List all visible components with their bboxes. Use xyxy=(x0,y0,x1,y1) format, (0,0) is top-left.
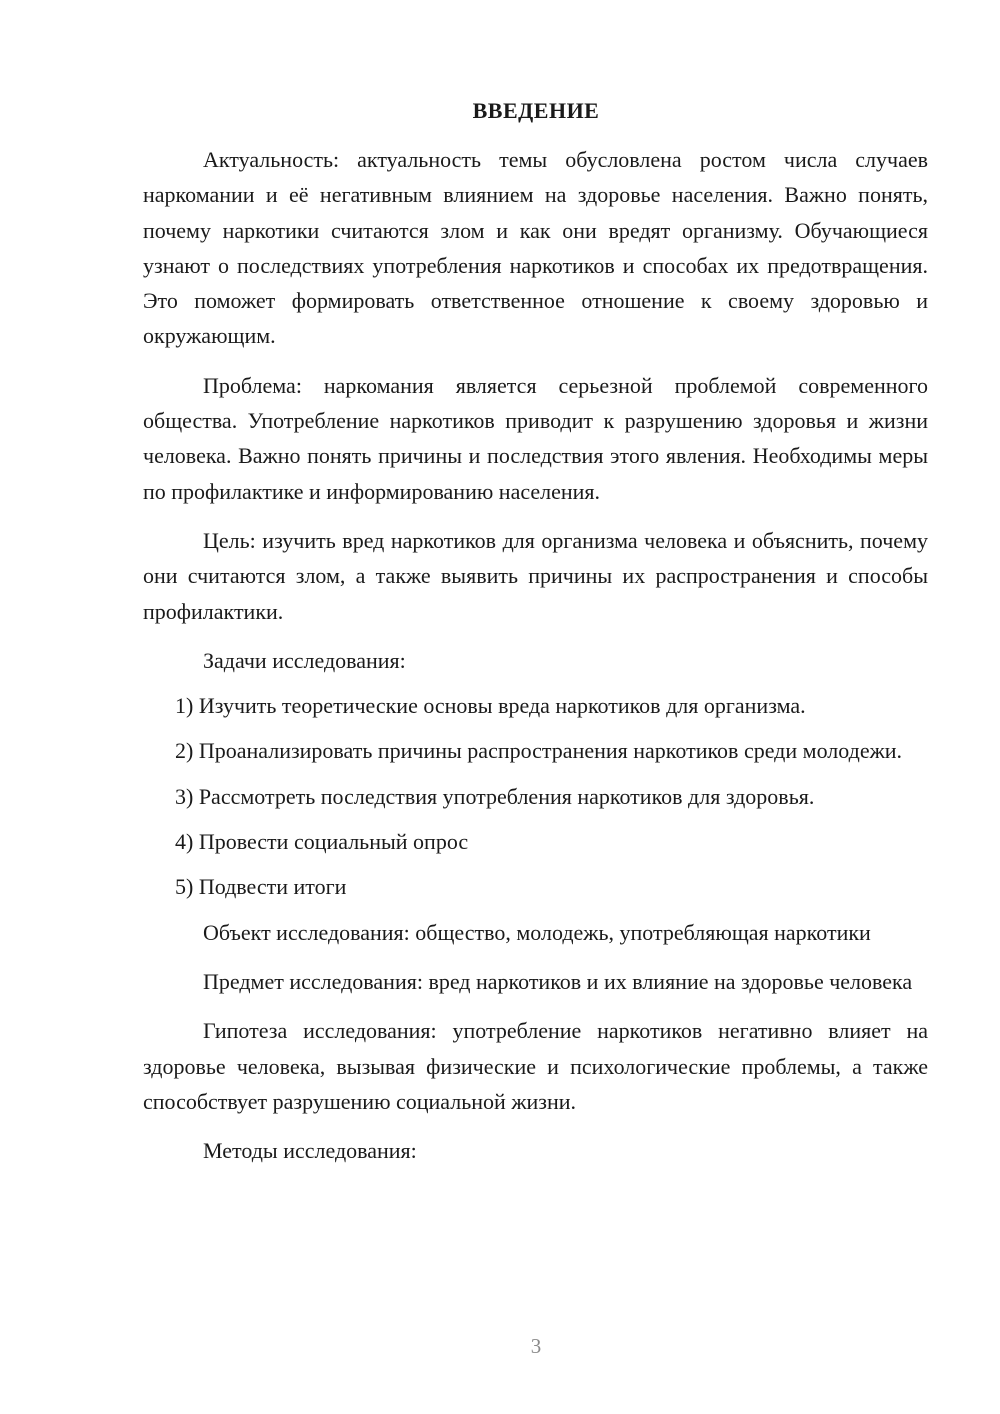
object-paragraph: Объект исследования: общество, молодежь, употребляющая наркотики xyxy=(203,919,871,945)
problem-paragraph: Проблема: наркомания является серьезной проблемой современного общества. Употребление наркотиков приводит к разрушению здоровья и жизни человека. Важно понять причины и последствия этого явления. Необходимы меры по профилактике и информированию населения. xyxy=(143,372,928,504)
task-item-5: 5) Подвести итоги xyxy=(175,874,347,900)
relevance-paragraph: Актуальность: актуальность темы обусловлена ростом числа случаев наркомании и её негативным влиянием на здоровье населения. Важно понять, почему наркотики считаются злом и как они вредят организму. Обучающиеся узнают о последствиях употребления наркотиков и способах их предотвращения. Это поможет формировать ответственное отношение к своему здоровью и окружающим. xyxy=(143,147,928,349)
tasks-title: Задачи исследования: xyxy=(203,647,406,673)
hypothesis-paragraph: Гипотеза исследования: употребление наркотиков негативно влияет на здоровье человека, вызывая физические и психологические проблемы, а также способствует разрушению социальной жизни. xyxy=(143,1018,928,1114)
task-item-3: 3) Рассмотреть последствия употребления наркотиков для здоровья. xyxy=(175,783,815,809)
page-heading: ВВЕДЕНИЕ xyxy=(472,98,600,123)
goal-paragraph: Цель: изучить вред наркотиков для организма человека и объяснить, почему они считаются злом, а также выявить причины их распространения и способы профилактики. xyxy=(143,527,928,624)
task-item-1: 1) Изучить теоретические основы вреда наркотиков для организма. xyxy=(175,693,806,719)
subject-paragraph: Предмет исследования: вред наркотиков и их влияние на здоровье человека xyxy=(203,968,913,994)
methods-title: Методы исследования: xyxy=(203,1138,417,1164)
document-body xyxy=(143,142,928,1168)
task-item-4: 4) Провести социальный опрос xyxy=(175,829,469,855)
page-number: 3 xyxy=(530,1334,542,1358)
task-item-2: 2) Проанализировать причины распространения наркотиков среди молодежи. xyxy=(175,738,903,764)
